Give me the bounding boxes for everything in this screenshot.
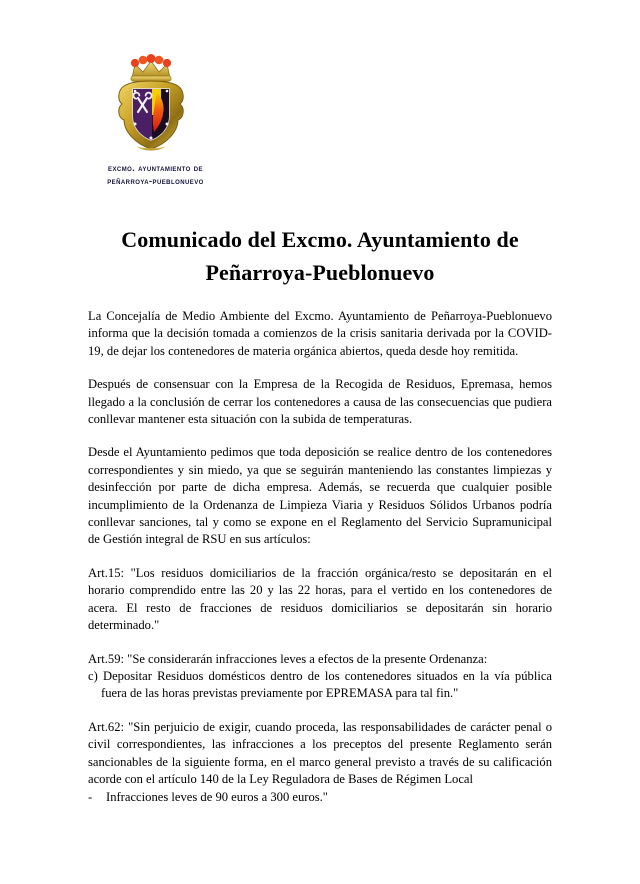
article-59-item-c: c) Depositar Residuos domésticos dentro de los contenedores situados en la vía pública fuera de las horas previstas previamente por EPREMASA para tal fin." — [88, 668, 552, 701]
letterhead — [48, 48, 263, 187]
article-59-intro: Art.59: "Se considerarán infracciones leves a efectos de la presente Ordenanza: — [88, 651, 488, 666]
letterhead-caption-line-2: peñarroya-pueblonuevo — [107, 175, 204, 186]
page-title — [80, 223, 560, 289]
document-body — [88, 308, 552, 807]
crown-icon — [130, 54, 170, 81]
article-62-text: Art.62: "Sin perjuicio de exigir, cuando proceda, las responsabilidades de carácter penal o civil correspondientes, las infracciones a los preceptos del presente Reglamento serán sancionables de la siguiente forma, en el marco general previsto a través de su calificación acorde con el artículo 140 de la Ley Reguladora de Bases de Régimen Local — [88, 719, 552, 786]
paragraph-intro: La Concejalía de Medio Ambiente del Excmo. Ayuntamiento de Peñarroya-Pueblonuevo informa que la decisión tomada a comienzos de la crisis sanitaria derivada por la COVID-19, de dejar los contenedores de materia orgánica abiertos, queda desde hoy remitida. — [88, 309, 552, 358]
article-62 — [88, 719, 552, 807]
letterhead-caption — [48, 162, 263, 187]
article-62-list-item — [88, 789, 552, 806]
page-title-line-1: Comunicado del Excmo. Ayuntamiento de — [121, 226, 519, 252]
page-title-line-2: Peñarroya-Pueblonuevo — [205, 259, 435, 285]
paragraph-request: Desde el Ayuntamiento pedimos que toda deposición se realice dentro de los contenedores correspondientes y sin miedo, ya que se seguirán manteniendo las constantes limpiezas y desinfección por parte de dicha empresa. Además, se recuerda que cualquier posible incumplimiento de la Ordenanza de Limpieza Viaria y Residuos Sólidos Urbanos podría conllevar sanciones, tal y como se expone en el Reglamento del Servicio Supramunicipal de Gestión integral de RSU en sus artículos: — [88, 445, 552, 547]
dash-bullet: - — [88, 790, 93, 805]
coat-of-arms — [48, 48, 263, 156]
letterhead-caption-line-1: excmo. ayuntamiento de — [108, 163, 203, 173]
coat-of-arms-icon — [102, 48, 210, 156]
paragraph-agreement: Después de consensuar con la Empresa de la Recogida de Residuos, Epremasa, hemos llegado a la conclusión de cerrar los contenedores a causa de las consecuencias que pudiera conllevar mantener esta situación con la subida de temperaturas. — [88, 377, 552, 427]
article-59 — [88, 651, 552, 703]
article-15: Art.15: "Los residuos domiciliarios de la fracción orgánica/resto se depositarán en el horario comprendido entre las 20 y las 22 horas, para el vertido en los contenedores de acera. El resto de fracciones de residuos domiciliarios se depositarán sin horario determinado." — [88, 565, 552, 633]
article-62-list-item-text: Infracciones leves de 90 euros a 300 euros." — [106, 790, 328, 805]
